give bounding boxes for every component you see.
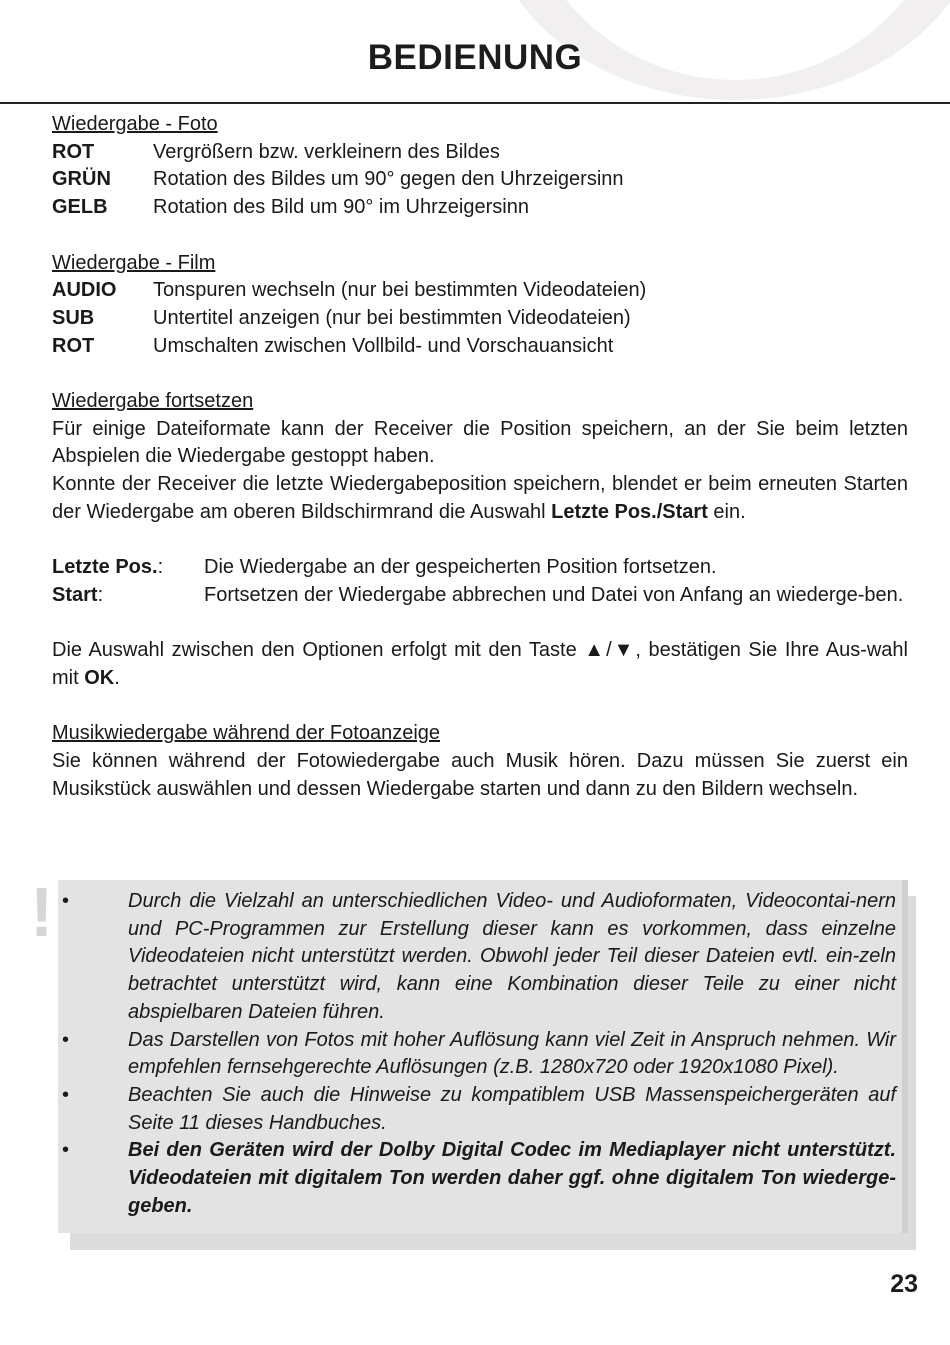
resume-option-key <box>52 582 204 610</box>
selection-text-mid: bestätigen Sie Ihre Aus-wahl mit <box>52 639 908 689</box>
note-item <box>62 1027 896 1082</box>
title-divider <box>0 102 950 104</box>
resume-paragraph-1: Für einige Dateiformate kann der Receiver die Position speichern, an der Sie beim letzten Abspielen die Wiedergabe gestoppt haben. <box>52 417 908 468</box>
resume-paragraph-2 <box>52 471 908 526</box>
photo-key: ROT <box>52 140 95 163</box>
resume-paragraph-2-end: ein. <box>707 500 746 523</box>
note-list <box>62 888 896 1220</box>
photo-key: GELB <box>52 196 108 219</box>
selection-text-start: Die Auswahl zwischen den Optionen erfolgt mit den Taste <box>52 639 585 662</box>
section-heading-film: Wiedergabe - Film <box>52 251 216 274</box>
note-text-bold: Bei den Geräten wird der Dolby Digital Codec im Mediaplayer nicht unterstützt. Videodateien mit digitalem Ton werden daher ggf. ohne digitalem Ton wiederge-geben. <box>128 1139 896 1217</box>
bullet-icon: • <box>62 1083 70 1106</box>
section-heading-photo: Wiedergabe - Foto <box>52 113 218 135</box>
section-heading-music: Musikwiedergabe während der Fotoanzeige <box>52 722 441 745</box>
resume-option-key-sep: : <box>157 556 164 579</box>
main-content <box>52 111 908 804</box>
bullet-icon: • <box>62 1139 70 1162</box>
photo-row <box>52 139 908 167</box>
film-key: ROT <box>52 334 95 357</box>
photo-row <box>52 194 908 222</box>
note-item <box>62 888 896 1027</box>
film-row <box>52 333 908 361</box>
film-row <box>52 277 908 305</box>
note-item <box>62 1082 896 1137</box>
note-text: Das Darstellen von Fotos mit hoher Auflösung kann viel Zeit in Anspruch nehmen. Wir empfehlen fernsehgerechte Auflösungen (z.B. 1280x720 oder 1920x1080 Pixel). <box>128 1028 896 1079</box>
page-number: 23 <box>890 1270 918 1298</box>
section-heading-resume: Wiedergabe fortsetzen <box>52 390 254 412</box>
photo-text: Rotation des Bildes um 90° gegen den Uhrzeigersinn <box>153 168 624 191</box>
resume-paragraph-2-start: Konnte der Receiver die letzte Wiedergabeposition speichern, blendet er beim erneuten Starten der Wiedergabe am oberen Bildschirmrand die Auswahl <box>52 473 908 523</box>
resume-option <box>52 582 908 610</box>
resume-option <box>52 554 908 582</box>
resume-option-key <box>52 554 204 582</box>
exclamation-icon: ! <box>30 873 54 951</box>
bullet-icon: • <box>62 1028 70 1051</box>
page-title: BEDIENUNG <box>367 38 583 77</box>
selection-text-ok: OK <box>84 667 115 689</box>
note-text: Durch die Vielzahl an unterschiedlichen Video- und Audioformaten, Videocontai-nern und PC-Programmen zur Erstellung dieser kann es vorkommen, dass einzelne Videodateien nicht unterstützt werden. Obwohl jeder Teil dieser Dateien evtl. ein-zeln betrachtet unterstützt wird, kann eine Kombination dieser Teile zu einer nicht abspielbaren Dateien führen. <box>128 890 896 1023</box>
resume-option-key-sep: : <box>97 583 104 606</box>
resume-option-key-label: Start <box>52 583 98 606</box>
selection-text-end: . <box>114 667 120 689</box>
resume-option-text: Die Wiedergabe an der gespeicherten Position fortsetzen. <box>204 556 717 579</box>
film-key: SUB <box>52 306 95 329</box>
photo-key: GRÜN <box>52 168 111 191</box>
film-text: Untertitel anzeigen (nur bei bestimmten Videodateien) <box>153 306 631 329</box>
film-row <box>52 305 908 333</box>
photo-text: Rotation des Bild um 90° im Uhrzeigersinn <box>153 196 529 219</box>
film-text: Umschalten zwischen Vollbild- und Vorschauansicht <box>153 334 614 357</box>
arrow-keys-icon: ▲/▼, <box>584 639 649 662</box>
note-item <box>62 1137 896 1220</box>
selection-paragraph <box>52 637 908 692</box>
music-paragraph: Sie können während der Fotowiedergabe auch Musik hören. Dazu müssen Sie zuerst ein Musikstück auswählen und dessen Wiedergabe starten und dann zu den Bildern wechseln. <box>52 750 908 800</box>
resume-option-text: Fortsetzen der Wiedergabe abbrechen und Datei von Anfang an wiederge-ben. <box>204 583 904 606</box>
note-text: Beachten Sie auch die Hinweise zu kompatiblem USB Massenspeichergeräten auf Seite 11 dieses Handbuches. <box>128 1083 896 1134</box>
film-text: Tonspuren wechseln (nur bei bestimmten Videodateien) <box>153 279 647 302</box>
photo-text: Vergrößern bzw. verkleinern des Bildes <box>153 140 500 163</box>
bullet-icon: • <box>62 890 70 912</box>
resume-option-key-label: Letzte Pos. <box>52 556 158 579</box>
resume-paragraph-2-bold: Letzte Pos./Start <box>551 500 708 523</box>
film-key: AUDIO <box>52 279 117 302</box>
photo-row <box>52 166 908 194</box>
